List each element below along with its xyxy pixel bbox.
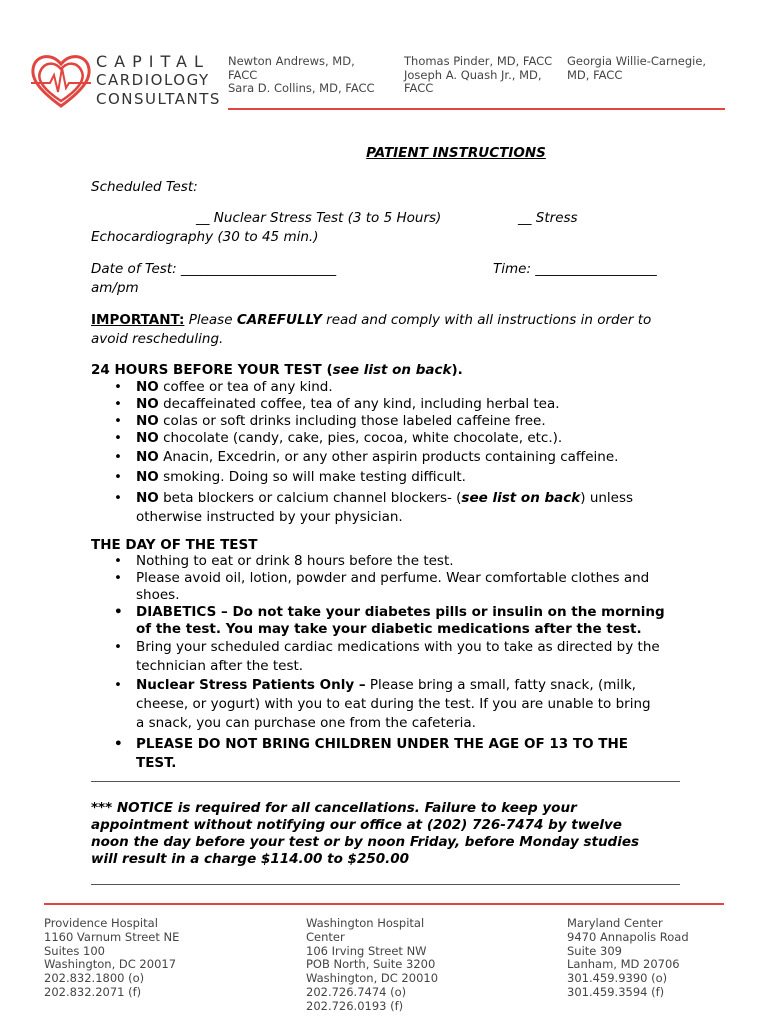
echo-text: Echocardiography (30 to 45 min.): [91, 229, 319, 245]
list-item: [91, 430, 711, 447]
before-heading: [91, 361, 691, 380]
list-item-text: a snack, you can purchase one from the cafeteria.: [136, 715, 476, 731]
list-item-text: ) unless: [580, 490, 634, 506]
list-item: [91, 553, 711, 570]
list-item-text: of the test. You may take your diabetic medications after the test.: [136, 621, 642, 637]
list-item-text: PLEASE DO NOT BRING CHILDREN UNDER THE AGE OF 13 TO THE: [136, 736, 628, 752]
doctor-line: Sara D. Collins, MD, FACC: [228, 81, 375, 95]
footer-divider: [44, 903, 724, 905]
list-item: [91, 449, 711, 466]
list-item: [91, 604, 711, 638]
address-line: Suite 309: [567, 943, 622, 958]
doctors-col3: [567, 55, 706, 82]
address-line: Suites 100: [44, 943, 105, 958]
doctor-line: FACC: [404, 81, 434, 95]
address-line: 202.832.2071 (f): [44, 984, 142, 999]
list-item-text: Nothing to eat or drink 8 hours before the test.: [136, 553, 454, 569]
important-text3: avoid rescheduling.: [91, 331, 224, 347]
list-item: [91, 676, 711, 733]
logo-line2: CARDIOLOGY: [96, 71, 210, 89]
day-list: [91, 553, 711, 773]
doctors-col2: [404, 55, 552, 96]
list-item-text: Please avoid oil, lotion, powder and perfume. Wear comfortable clothes and: [136, 570, 650, 586]
address-line: 106 Irving Street NW: [306, 943, 427, 958]
address-line: Providence Hospital: [44, 916, 158, 930]
doctor-line: Georgia Willie-Carnegie,: [567, 54, 707, 68]
list-item-text: otherwise instructed by your physician.: [136, 509, 403, 525]
important-text2: read and comply with all instructions in order to: [326, 312, 652, 328]
day-heading: THE DAY OF THE TEST: [91, 537, 258, 553]
list-item-text: coffee or tea of any kind.: [163, 379, 333, 395]
no-label: NO: [136, 490, 159, 506]
no-label: NO: [136, 430, 159, 446]
list-item-text: smoking. Doing so will make testing difficult.: [163, 469, 466, 485]
list-item-text: shoes.: [136, 587, 180, 603]
doctors-col1: [228, 55, 375, 96]
address-line: Washington, DC 20017: [44, 957, 177, 972]
divider: [91, 781, 680, 782]
doctor-line: Thomas Pinder, MD, FACC: [404, 54, 553, 68]
list-item: [91, 735, 711, 773]
list-item: [91, 413, 711, 430]
see-list-text: see list on back: [461, 490, 581, 506]
list-item: [91, 379, 711, 396]
address-line: 202.832.1800 (o): [44, 971, 145, 986]
before-heading-italic: see list on back: [332, 362, 452, 378]
notice-line: *** NOTICE is required for all cancellations. Failure to keep your: [91, 800, 577, 816]
date-label: Date of Test: _______________________: [91, 261, 337, 277]
footer-col1: [44, 917, 179, 1000]
list-item-text: technician after the test.: [136, 658, 304, 674]
cancellation-notice: [91, 800, 691, 868]
notice-line: noon the day before your test or by noon Friday, before Monday studies: [91, 834, 640, 850]
footer-col3: [567, 917, 689, 1000]
time-label: Time: __________________: [493, 261, 657, 277]
important-text1: Please: [188, 312, 233, 328]
list-item-text: colas or soft drinks including those labeled caffeine free.: [163, 413, 546, 429]
address-line: Washington Hospital: [306, 916, 425, 930]
logo-line1: CAPITAL: [96, 52, 210, 71]
no-label: NO: [136, 379, 159, 395]
notice-line: appointment without notifying our office at (202) 726-7474 by twelve: [91, 817, 622, 833]
before-heading-text: 24 HOURS BEFORE YOUR TEST (: [91, 362, 333, 378]
address-line: 1160 Varnum Street NE: [44, 929, 180, 944]
important-carefully: CAREFULLY: [236, 312, 322, 328]
address-line: 202.726.0193 (f): [306, 998, 404, 1013]
no-label: NO: [136, 469, 159, 485]
divider: [91, 884, 680, 885]
list-item: [91, 396, 711, 413]
doctor-line: Newton Andrews, MD,: [228, 54, 355, 68]
no-label: NO: [136, 413, 159, 429]
before-list: [91, 379, 711, 527]
list-item: [91, 638, 711, 676]
address-line: Maryland Center: [567, 916, 663, 930]
list-item: [91, 489, 711, 527]
address-line: 202.726.7474 (o): [306, 984, 407, 999]
address-line: 301.459.3594 (f): [567, 984, 665, 999]
page-title: PATIENT INSTRUCTIONS: [366, 145, 546, 161]
address-line: Center: [306, 929, 345, 944]
footer-col2: [306, 917, 438, 1014]
address-line: POB North, Suite 3200: [306, 957, 436, 972]
address-line: 301.459.9390 (o): [567, 971, 668, 986]
doctor-line: MD, FACC: [567, 67, 623, 82]
important-label: IMPORTANT:: [91, 312, 185, 328]
header-divider: [228, 108, 725, 110]
list-item-text: decaffeinated coffee, tea of any kind, including herbal tea.: [163, 396, 560, 412]
list-item-text: Anacin, Excedrin, or any other aspirin products containing caffeine.: [163, 449, 619, 465]
nuclear-patients-label: Nuclear Stress Patients Only –: [136, 677, 366, 693]
before-heading-end: ).: [451, 362, 463, 378]
logo-text: [96, 52, 221, 109]
list-item-text: TEST.: [136, 755, 177, 771]
address-line: Washington, DC 20010: [306, 971, 439, 986]
ampm: am/pm: [91, 280, 139, 296]
stress-option: __ Stress: [518, 210, 578, 226]
notice-line: will result in a charge $114.00 to $250.00: [91, 851, 410, 867]
list-item-text: DIABETICS – Do not take your diabetes pills or insulin on the morning: [136, 604, 665, 620]
list-item-text: Bring your scheduled cardiac medications with you to take as directed by the: [136, 639, 660, 655]
list-item-text: chocolate (candy, cake, pies, cocoa, white chocolate, etc.).: [163, 430, 563, 446]
important-note: [91, 311, 691, 349]
list-item-text: Please bring a small, fatty snack, (milk,: [369, 677, 636, 693]
address-line: 9470 Annapolis Road: [567, 929, 689, 944]
list-item-text: beta blockers or calcium channel blockers- (: [163, 490, 462, 506]
nuclear-option: __ Nuclear Stress Test (3 to 5 Hours): [196, 210, 442, 226]
doctor-line: FACC: [228, 67, 258, 82]
list-item: [91, 469, 711, 486]
address-line: Lanham, MD 20706: [567, 957, 680, 972]
no-label: NO: [136, 449, 159, 465]
no-label: NO: [136, 396, 159, 412]
doctor-line: Joseph A. Quash Jr., MD,: [404, 67, 542, 82]
list-item-text: cheese, or yogurt) with you to eat during the test. If you are unable to bring: [136, 696, 651, 712]
scheduled-test-label: Scheduled Test:: [91, 179, 198, 195]
logo-line3: CONSULTANTS: [96, 90, 221, 108]
list-item: [91, 570, 711, 604]
